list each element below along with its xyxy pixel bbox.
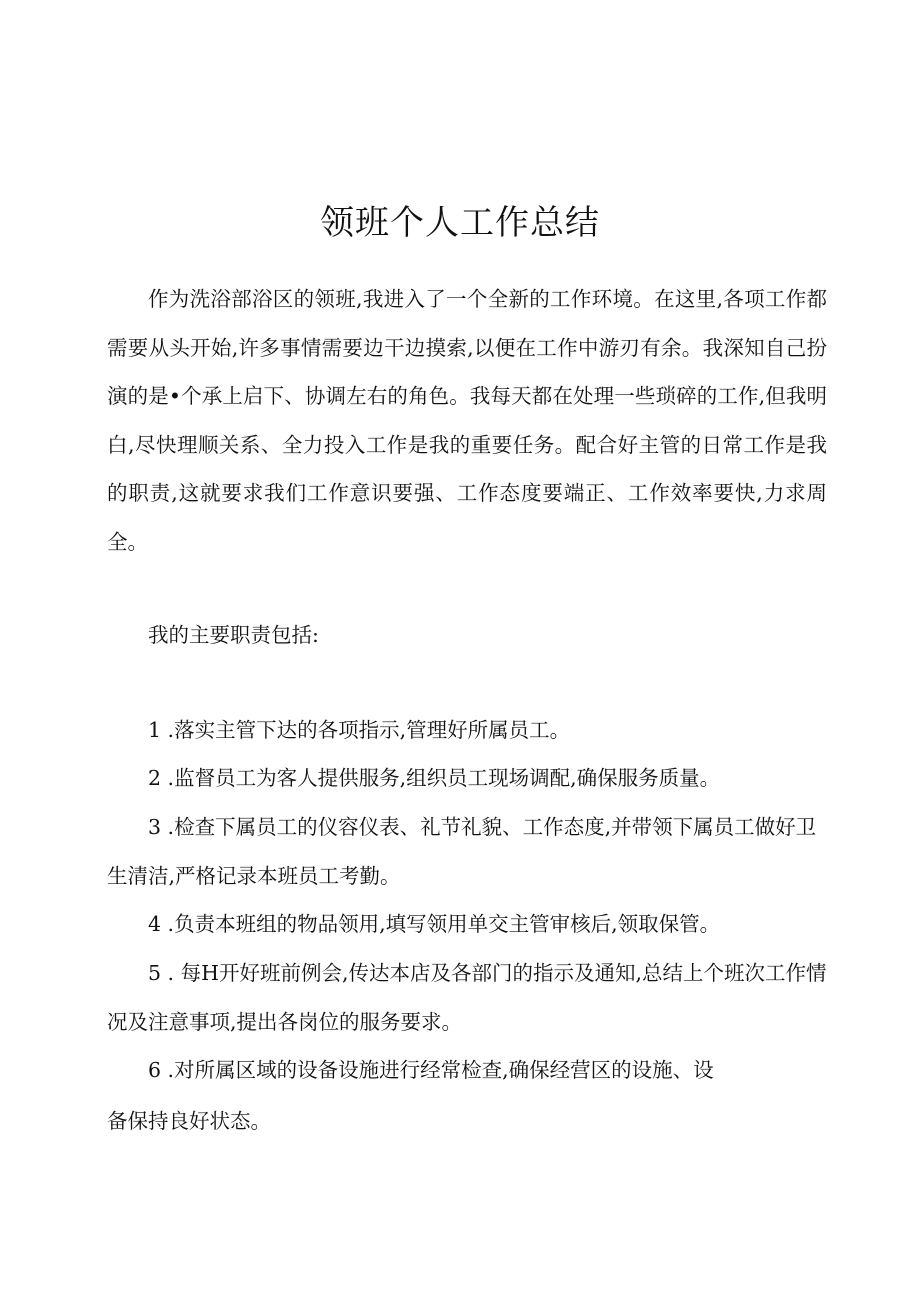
duty-item-2: 2 .监督员工为客人提供服务,组织员工现场调配,确保服务质量。 bbox=[148, 766, 721, 790]
duty-item-4: 4 .负责本班组的物品领用,填写领用单交主管审核后,领取保管。 bbox=[148, 912, 721, 936]
duty-item-1: 1 .落实主管下达的各项指示,管理好所属员工。 bbox=[148, 718, 571, 742]
intro-paragraph: 作为洗浴部浴区的领班,我进入了一个全新的工作环境。在这里,各项工作都需要从头开始,许多事情需要边干边摸索,以便在工作中游刃有余。我深知自己扮演的是•个承上启下、协调左右的角色。我每天都在处理一些琐碎的工作,但我明白,尽快理顺关系、全力投入工作是我的重要任务。配合好主管的日常工作是我的职责,这就要求我们工作意识要强、工作态度要端正、工作效率要快,力求周全。 bbox=[107, 287, 827, 554]
duty-item-3: 3 .检查下属员工的仪容仪表、礼节礼貌、工作态度,并带领下属员工做好卫生清洁,严格记录本班员工考勤。 bbox=[107, 815, 817, 888]
duty-item-6: 6 .对所属区域的设备设施进行经常检查,确保经营区的设施、设 bbox=[148, 1058, 714, 1082]
document-title: 领班个人工作总结 bbox=[320, 202, 600, 243]
duties-heading: 我的主要职责包括: bbox=[148, 623, 319, 647]
duty-item-5: 5 . 每H开好班前例会,传达本店及各部门的指示及通知,总结上个班次工作情况及注意事项,提出各岗位的服务要求。 bbox=[107, 961, 827, 1034]
duty-item-6-continuation: 备保持良好状态。 bbox=[107, 1109, 271, 1133]
